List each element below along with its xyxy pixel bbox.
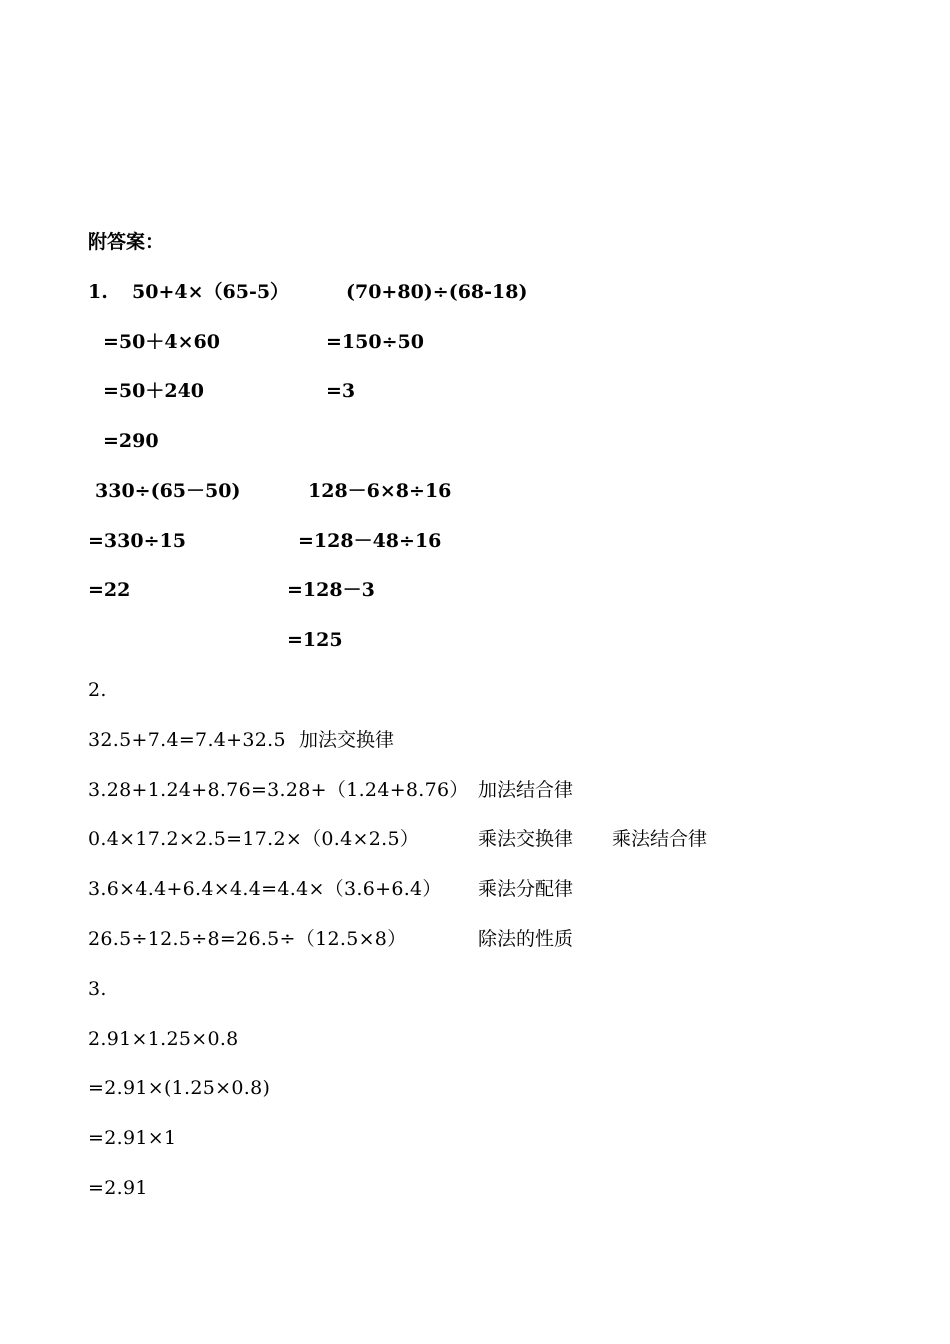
- law-row-name-second: 乘法结合律: [612, 828, 708, 850]
- law-row-expression: 32.5+7.4=7.4+32.5: [88, 729, 286, 751]
- problem-a-step-1: =50＋4×60: [103, 331, 220, 353]
- problem-c-expression: 330÷(65－50): [95, 480, 241, 502]
- law-row-name: 加法交换律: [299, 729, 395, 751]
- section3-expression: 2.91×1.25×0.8: [88, 1028, 239, 1050]
- section1-number: 1.: [88, 281, 108, 303]
- section2-number: 2.: [88, 679, 107, 701]
- law-row-expression: 0.4×17.2×2.5=17.2×（0.4×2.5）: [88, 828, 420, 850]
- law-row-expression: 26.5÷12.5÷8=26.5÷（12.5×8）: [88, 928, 407, 950]
- problem-c-step-2: =22: [88, 579, 131, 601]
- law-row-expression: 3.28+1.24+8.76=3.28+（1.24+8.76）: [88, 779, 469, 801]
- section3-step-3: =2.91: [88, 1177, 148, 1199]
- law-row-name: 加法结合律: [478, 779, 574, 801]
- section3-number: 3.: [88, 978, 107, 1000]
- problem-b-step-2: =3: [326, 380, 356, 402]
- law-row-expression: 3.6×4.4+6.4×4.4=4.4×（3.6+6.4）: [88, 878, 442, 900]
- problem-d-step-3: =125: [287, 629, 343, 651]
- problem-d-step-1: =128－48÷16: [298, 530, 442, 552]
- problem-d-step-2: =128－3: [287, 579, 375, 601]
- problem-d-expression: 128－6×8÷16: [308, 480, 452, 502]
- law-row-name: 乘法交换律: [478, 828, 574, 850]
- law-row-name: 除法的性质: [478, 928, 574, 950]
- problem-b-step-1: =150÷50: [326, 331, 424, 353]
- section3-step-2: =2.91×1: [88, 1127, 177, 1149]
- problem-a-expression: 50+4×（65-5）: [132, 281, 290, 303]
- problem-a-step-3: =290: [103, 430, 159, 452]
- section3-step-1: =2.91×(1.25×0.8): [88, 1077, 271, 1099]
- law-row-name: 乘法分配律: [478, 878, 574, 900]
- problem-b-expression: (70+80)÷(68-18): [346, 281, 528, 303]
- problem-a-step-2: =50＋240: [103, 380, 205, 402]
- answer-heading: 附答案：: [88, 231, 165, 253]
- problem-c-step-1: =330÷15: [88, 530, 186, 552]
